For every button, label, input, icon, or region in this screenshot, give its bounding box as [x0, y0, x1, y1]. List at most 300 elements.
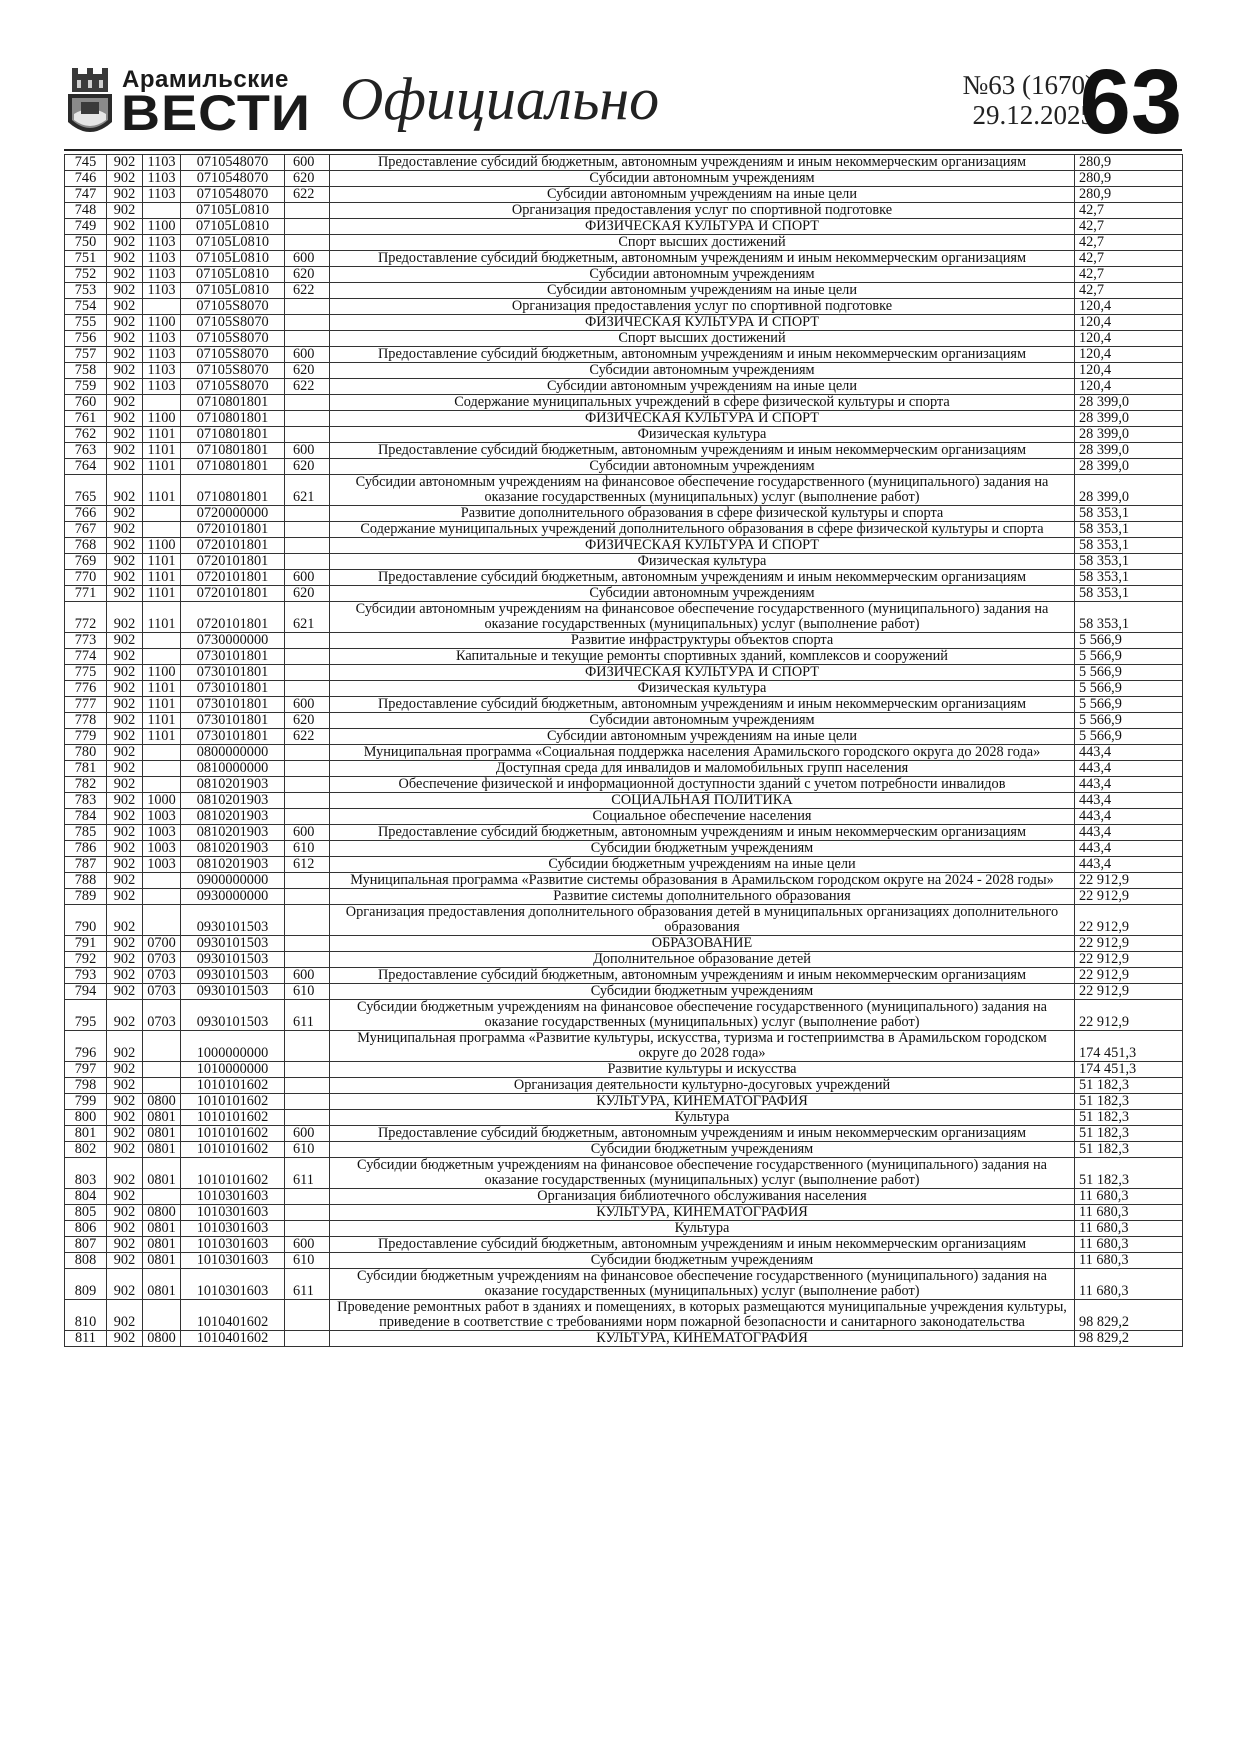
section-code: 1101: [143, 681, 181, 697]
amount: 42,7: [1075, 283, 1183, 299]
table-row: [65, 1094, 1183, 1110]
section-code: [143, 649, 181, 665]
budget-table: [64, 154, 1183, 1347]
target-article-code: 0810201903: [181, 777, 285, 793]
table-row: [65, 1000, 1183, 1031]
item-name: Предоставление субсидий бюджетным, автономным учреждениям и иным некоммерческим организациям: [330, 251, 1075, 267]
expense-type-code: 620: [285, 267, 330, 283]
dept-code: 902: [107, 1189, 143, 1205]
amount: 280,9: [1075, 155, 1183, 171]
section-code: 1003: [143, 857, 181, 873]
row-number: 771: [65, 586, 107, 602]
item-name: ФИЗИЧЕСКАЯ КУЛЬТУРА И СПОРТ: [330, 219, 1075, 235]
table-row: [65, 506, 1183, 522]
row-number: 809: [65, 1269, 107, 1300]
dept-code: 902: [107, 841, 143, 857]
dept-code: 902: [107, 1269, 143, 1300]
row-number: 804: [65, 1189, 107, 1205]
expense-type-code: [285, 633, 330, 649]
expense-type-code: 622: [285, 187, 330, 203]
item-name: Субсидии автономным учреждениям: [330, 586, 1075, 602]
city-crest-icon: [64, 64, 116, 144]
section-code: 1100: [143, 315, 181, 331]
amount: 58 353,1: [1075, 602, 1183, 633]
issue-info: [882, 70, 1094, 130]
expense-type-code: [285, 649, 330, 665]
amount: 28 399,0: [1075, 395, 1183, 411]
section-code: 1103: [143, 171, 181, 187]
section-code: 0801: [143, 1142, 181, 1158]
item-name: Муниципальная программа «Социальная поддержка населения Арамильского городского округа до 2028 года»: [330, 745, 1075, 761]
item-name: Субсидии бюджетным учреждениям на финансовое обеспечение государственного (муниципального) задания на оказание государственных (муниципальных) услуг (выполнение работ): [330, 1000, 1075, 1031]
amount: 11 680,3: [1075, 1205, 1183, 1221]
item-name: Спорт высших достижений: [330, 331, 1075, 347]
section-code: 1103: [143, 379, 181, 395]
section-code: [143, 395, 181, 411]
expense-type-code: [285, 745, 330, 761]
dept-code: 902: [107, 379, 143, 395]
table-row: [65, 283, 1183, 299]
dept-code: 902: [107, 1221, 143, 1237]
expense-type-code: [285, 905, 330, 936]
target-article-code: 07105S8070: [181, 379, 285, 395]
amount: 443,4: [1075, 793, 1183, 809]
dept-code: 902: [107, 570, 143, 586]
amount: 58 353,1: [1075, 506, 1183, 522]
item-name: Субсидии автономным учреждениям: [330, 459, 1075, 475]
table-row: [65, 443, 1183, 459]
item-name: КУЛЬТУРА, КИНЕМАТОГРАФИЯ: [330, 1331, 1075, 1347]
amount: 443,4: [1075, 809, 1183, 825]
row-number: 805: [65, 1205, 107, 1221]
table-row: [65, 363, 1183, 379]
item-name: Культура: [330, 1110, 1075, 1126]
row-number: 779: [65, 729, 107, 745]
section-code: [143, 905, 181, 936]
expense-type-code: [285, 331, 330, 347]
dept-code: 902: [107, 1237, 143, 1253]
amount: 443,4: [1075, 777, 1183, 793]
item-name: Развитие культуры и искусства: [330, 1062, 1075, 1078]
expense-type-code: 610: [285, 1142, 330, 1158]
header-divider: [64, 149, 1182, 151]
newspaper-logo[interactable]: [64, 60, 311, 141]
expense-type-code: [285, 506, 330, 522]
item-name: Предоставление субсидий бюджетным, автономным учреждениям и иным некоммерческим организациям: [330, 968, 1075, 984]
table-row: [65, 155, 1183, 171]
table-row: [65, 347, 1183, 363]
amount: 11 680,3: [1075, 1221, 1183, 1237]
expense-type-code: [285, 522, 330, 538]
dept-code: 902: [107, 1205, 143, 1221]
item-name: Муниципальная программа «Развитие культуры, искусства, туризма и гостеприимства в Арамильском городском округе до 2028 года»: [330, 1031, 1075, 1062]
section-code: 1100: [143, 411, 181, 427]
amount: 28 399,0: [1075, 427, 1183, 443]
expense-type-code: 600: [285, 570, 330, 586]
expense-type-code: 600: [285, 697, 330, 713]
item-name: Субсидии автономным учреждениям на финансовое обеспечение государственного (муниципального) задания на оказание государственных (муниципальных) услуг (выполнение работ): [330, 475, 1075, 506]
table-row: [65, 570, 1183, 586]
dept-code: 902: [107, 633, 143, 649]
section-code: 1103: [143, 363, 181, 379]
section-code: [143, 506, 181, 522]
table-row: [65, 554, 1183, 570]
expense-type-code: [285, 1300, 330, 1331]
item-name: Организация библиотечного обслуживания населения: [330, 1189, 1075, 1205]
row-number: 762: [65, 427, 107, 443]
dept-code: 902: [107, 1078, 143, 1094]
dept-code: 902: [107, 1158, 143, 1189]
item-name: Субсидии бюджетным учреждениям: [330, 841, 1075, 857]
expense-type-code: [285, 809, 330, 825]
dept-code: 902: [107, 793, 143, 809]
item-name: Организация предоставления дополнительного образования детей в муниципальных организациях дополнительного образования: [330, 905, 1075, 936]
masthead: [64, 51, 1182, 153]
row-number: 806: [65, 1221, 107, 1237]
dept-code: 902: [107, 1331, 143, 1347]
row-number: 788: [65, 873, 107, 889]
table-row: [65, 1062, 1183, 1078]
section-code: 1100: [143, 538, 181, 554]
expense-type-code: [285, 203, 330, 219]
expense-type-code: [285, 777, 330, 793]
amount: 443,4: [1075, 857, 1183, 873]
dept-code: 902: [107, 1253, 143, 1269]
issue-date: 29.12.2025: [972, 100, 1094, 130]
table-row: [65, 395, 1183, 411]
row-number: 789: [65, 889, 107, 905]
dept-code: 902: [107, 873, 143, 889]
section-code: 0703: [143, 1000, 181, 1031]
expense-type-code: 600: [285, 968, 330, 984]
section-code: [143, 522, 181, 538]
amount: 28 399,0: [1075, 475, 1183, 506]
amount: 51 182,3: [1075, 1094, 1183, 1110]
expense-type-code: 610: [285, 841, 330, 857]
budget-table-body: [65, 155, 1183, 1347]
section-code: [143, 745, 181, 761]
row-number: 758: [65, 363, 107, 379]
section-code: 1003: [143, 841, 181, 857]
target-article-code: 0810000000: [181, 761, 285, 777]
amount: 120,4: [1075, 331, 1183, 347]
section-code: 1101: [143, 602, 181, 633]
row-number: 798: [65, 1078, 107, 1094]
section-code: 0801: [143, 1221, 181, 1237]
dept-code: 902: [107, 395, 143, 411]
expense-type-code: [285, 1078, 330, 1094]
dept-code: 902: [107, 267, 143, 283]
expense-type-code: 620: [285, 713, 330, 729]
target-article-code: 1000000000: [181, 1031, 285, 1062]
row-number: 774: [65, 649, 107, 665]
item-name: Организация предоставления услуг по спортивной подготовке: [330, 203, 1075, 219]
section-code: 0700: [143, 936, 181, 952]
item-name: Субсидии бюджетным учреждениям: [330, 1142, 1075, 1158]
amount: 22 912,9: [1075, 1000, 1183, 1031]
section-code: [143, 777, 181, 793]
expense-type-code: [285, 395, 330, 411]
target-article-code: 0730101801: [181, 729, 285, 745]
section-code: [143, 1078, 181, 1094]
page-number: 63: [1079, 51, 1182, 153]
section-code: 1000: [143, 793, 181, 809]
amount: 22 912,9: [1075, 905, 1183, 936]
row-number: 776: [65, 681, 107, 697]
target-article-code: 0930101503: [181, 984, 285, 1000]
table-row: [65, 889, 1183, 905]
amount: 98 829,2: [1075, 1300, 1183, 1331]
section-code: 0800: [143, 1331, 181, 1347]
amount: 28 399,0: [1075, 459, 1183, 475]
amount: 28 399,0: [1075, 411, 1183, 427]
table-row: [65, 235, 1183, 251]
dept-code: 902: [107, 761, 143, 777]
dept-code: 902: [107, 299, 143, 315]
item-name: ОБРАЗОВАНИЕ: [330, 936, 1075, 952]
item-name: Субсидии автономным учреждениям на иные цели: [330, 283, 1075, 299]
table-row: [65, 697, 1183, 713]
target-article-code: 0720000000: [181, 506, 285, 522]
target-article-code: 07105L0810: [181, 283, 285, 299]
table-row: [65, 761, 1183, 777]
amount: 280,9: [1075, 187, 1183, 203]
dept-code: 902: [107, 681, 143, 697]
table-row: [65, 809, 1183, 825]
amount: 98 829,2: [1075, 1331, 1183, 1347]
target-article-code: 0710801801: [181, 443, 285, 459]
dept-code: 902: [107, 1300, 143, 1331]
table-row: [65, 633, 1183, 649]
item-name: Культура: [330, 1221, 1075, 1237]
expense-type-code: 611: [285, 1158, 330, 1189]
dept-code: 902: [107, 251, 143, 267]
amount: 11 680,3: [1075, 1237, 1183, 1253]
amount: 51 182,3: [1075, 1126, 1183, 1142]
amount: 51 182,3: [1075, 1110, 1183, 1126]
section-code: 1103: [143, 187, 181, 203]
dept-code: 902: [107, 825, 143, 841]
dept-code: 902: [107, 554, 143, 570]
amount: 22 912,9: [1075, 889, 1183, 905]
row-number: 748: [65, 203, 107, 219]
item-name: Физическая культура: [330, 427, 1075, 443]
amount: 120,4: [1075, 299, 1183, 315]
section-code: 1101: [143, 697, 181, 713]
table-row: [65, 1300, 1183, 1331]
row-number: 747: [65, 187, 107, 203]
target-article-code: 1010401602: [181, 1300, 285, 1331]
expense-type-code: 610: [285, 1253, 330, 1269]
row-number: 787: [65, 857, 107, 873]
section-code: 1103: [143, 251, 181, 267]
item-name: Субсидии автономным учреждениям на иные цели: [330, 187, 1075, 203]
item-name: ФИЗИЧЕСКАЯ КУЛЬТУРА И СПОРТ: [330, 665, 1075, 681]
amount: 5 566,9: [1075, 665, 1183, 681]
amount: 443,4: [1075, 761, 1183, 777]
row-number: 811: [65, 1331, 107, 1347]
expense-type-code: [285, 538, 330, 554]
expense-type-code: [285, 1031, 330, 1062]
dept-code: 902: [107, 522, 143, 538]
target-article-code: 07105S8070: [181, 315, 285, 331]
target-article-code: 0710801801: [181, 411, 285, 427]
brand-title: ВЕСТИ: [121, 85, 311, 141]
section-code: [143, 633, 181, 649]
target-article-code: 0810201903: [181, 841, 285, 857]
item-name: Субсидии автономным учреждениям: [330, 171, 1075, 187]
target-article-code: 0930000000: [181, 889, 285, 905]
table-row: [65, 1237, 1183, 1253]
table-row: [65, 873, 1183, 889]
section-code: [143, 761, 181, 777]
dept-code: 902: [107, 411, 143, 427]
row-number: 782: [65, 777, 107, 793]
section-code: [143, 299, 181, 315]
row-number: 800: [65, 1110, 107, 1126]
target-article-code: 0720101801: [181, 538, 285, 554]
dept-code: 902: [107, 427, 143, 443]
table-row: [65, 522, 1183, 538]
item-name: Доступная среда для инвалидов и маломобильных групп населения: [330, 761, 1075, 777]
section-code: 0801: [143, 1158, 181, 1189]
item-name: Предоставление субсидий бюджетным, автономным учреждениям и иным некоммерческим организациям: [330, 825, 1075, 841]
item-name: Субсидии автономным учреждениям: [330, 363, 1075, 379]
row-number: 751: [65, 251, 107, 267]
target-article-code: 0710801801: [181, 395, 285, 411]
target-article-code: 07105S8070: [181, 299, 285, 315]
table-row: [65, 538, 1183, 554]
amount: 51 182,3: [1075, 1078, 1183, 1094]
row-number: 785: [65, 825, 107, 841]
expense-type-code: [285, 411, 330, 427]
amount: 5 566,9: [1075, 633, 1183, 649]
row-number: 750: [65, 235, 107, 251]
expense-type-code: 622: [285, 729, 330, 745]
section-code: 1101: [143, 586, 181, 602]
table-row: [65, 857, 1183, 873]
section-code: 0800: [143, 1205, 181, 1221]
row-number: 810: [65, 1300, 107, 1331]
target-article-code: 0720101801: [181, 554, 285, 570]
expense-type-code: 610: [285, 984, 330, 1000]
amount: 174 451,3: [1075, 1062, 1183, 1078]
expense-type-code: [285, 1221, 330, 1237]
expense-type-code: 620: [285, 459, 330, 475]
target-article-code: 1010301603: [181, 1269, 285, 1300]
section-code: 1101: [143, 459, 181, 475]
target-article-code: 0720101801: [181, 522, 285, 538]
target-article-code: 0810201903: [181, 793, 285, 809]
row-number: 790: [65, 905, 107, 936]
row-number: 795: [65, 1000, 107, 1031]
table-row: [65, 315, 1183, 331]
item-name: Предоставление субсидий бюджетным, автономным учреждениям и иным некоммерческим организациям: [330, 443, 1075, 459]
dept-code: 902: [107, 857, 143, 873]
section-title: Официально: [340, 66, 660, 132]
table-row: [65, 203, 1183, 219]
amount: 174 451,3: [1075, 1031, 1183, 1062]
table-row: [65, 729, 1183, 745]
table-row: [65, 1205, 1183, 1221]
target-article-code: 07105S8070: [181, 363, 285, 379]
dept-code: 902: [107, 952, 143, 968]
target-article-code: 0710801801: [181, 427, 285, 443]
row-number: 799: [65, 1094, 107, 1110]
item-name: Субсидии бюджетным учреждениям на иные цели: [330, 857, 1075, 873]
item-name: КУЛЬТУРА, КИНЕМАТОГРАФИЯ: [330, 1094, 1075, 1110]
row-number: 794: [65, 984, 107, 1000]
amount: 120,4: [1075, 363, 1183, 379]
table-row: [65, 968, 1183, 984]
section-code: [143, 1189, 181, 1205]
target-article-code: 0810201903: [181, 809, 285, 825]
section-code: 1103: [143, 267, 181, 283]
section-code: 1103: [143, 331, 181, 347]
item-name: Субсидии бюджетным учреждениям: [330, 1253, 1075, 1269]
section-code: 1103: [143, 283, 181, 299]
row-number: 759: [65, 379, 107, 395]
target-article-code: 1010101602: [181, 1126, 285, 1142]
expense-type-code: [285, 873, 330, 889]
row-number: 792: [65, 952, 107, 968]
amount: 443,4: [1075, 841, 1183, 857]
target-article-code: 0720101801: [181, 586, 285, 602]
section-code: 0801: [143, 1126, 181, 1142]
expense-type-code: [285, 952, 330, 968]
expense-type-code: [285, 793, 330, 809]
row-number: 803: [65, 1158, 107, 1189]
target-article-code: 1010401602: [181, 1331, 285, 1347]
item-name: Развитие системы дополнительного образования: [330, 889, 1075, 905]
dept-code: 902: [107, 697, 143, 713]
table-row: [65, 459, 1183, 475]
dept-code: 902: [107, 219, 143, 235]
dept-code: 902: [107, 649, 143, 665]
table-row: [65, 1142, 1183, 1158]
section-code: [143, 889, 181, 905]
item-name: Субсидии бюджетным учреждениям: [330, 984, 1075, 1000]
dept-code: 902: [107, 968, 143, 984]
section-code: [143, 1031, 181, 1062]
table-row: [65, 1078, 1183, 1094]
table-row: [65, 171, 1183, 187]
issue-number: №63 (1670): [962, 70, 1094, 100]
expense-type-code: [285, 554, 330, 570]
table-row: [65, 586, 1183, 602]
target-article-code: 0930101503: [181, 936, 285, 952]
item-name: Обеспечение физической и информационной доступности зданий с учетом потребности инвалидов: [330, 777, 1075, 793]
row-number: 770: [65, 570, 107, 586]
table-row: [65, 713, 1183, 729]
item-name: Содержание муниципальных учреждений в сфере физической культуры и спорта: [330, 395, 1075, 411]
dept-code: 902: [107, 315, 143, 331]
row-number: 753: [65, 283, 107, 299]
expense-type-code: 600: [285, 347, 330, 363]
expense-type-code: 620: [285, 171, 330, 187]
amount: 22 912,9: [1075, 952, 1183, 968]
dept-code: 902: [107, 1094, 143, 1110]
item-name: Физическая культура: [330, 554, 1075, 570]
amount: 5 566,9: [1075, 649, 1183, 665]
row-number: 766: [65, 506, 107, 522]
section-code: 1101: [143, 713, 181, 729]
item-name: Спорт высших достижений: [330, 235, 1075, 251]
expense-type-code: 600: [285, 443, 330, 459]
item-name: Предоставление субсидий бюджетным, автономным учреждениям и иным некоммерческим организациям: [330, 1237, 1075, 1253]
section-code: 0801: [143, 1237, 181, 1253]
row-number: 765: [65, 475, 107, 506]
